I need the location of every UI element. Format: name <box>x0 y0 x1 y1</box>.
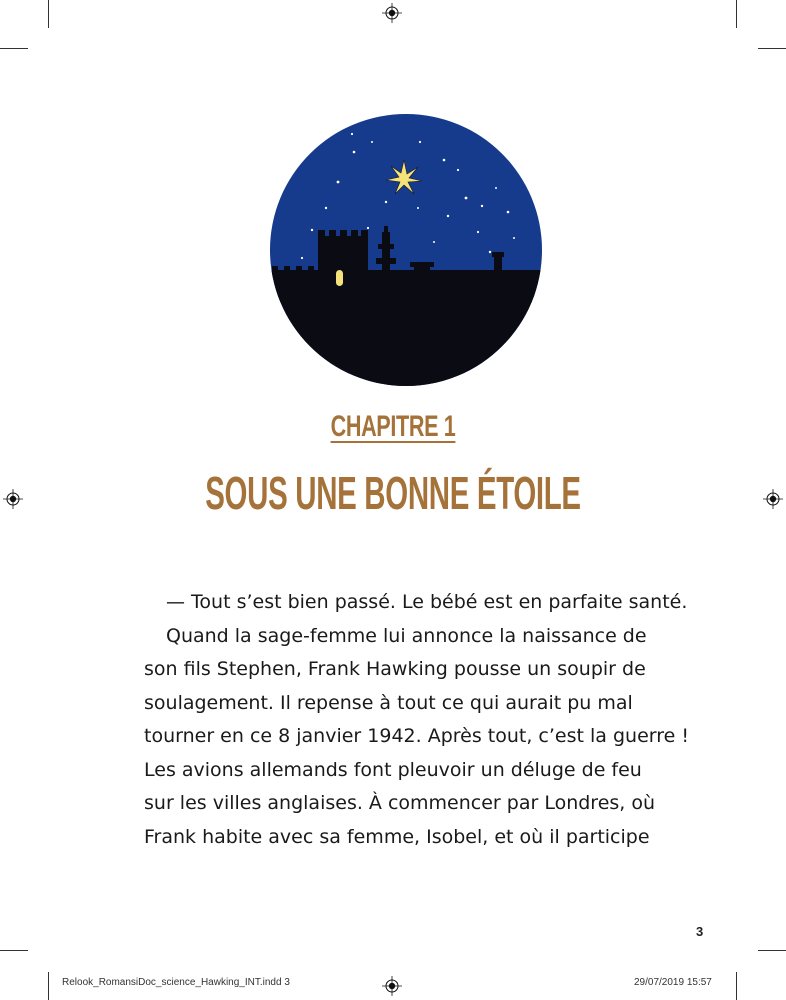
text-line: son fils Stephen, Frank Hawking pousse un soupir de <box>144 658 646 680</box>
crop-mark <box>0 950 28 951</box>
registration-mark-icon <box>763 489 783 509</box>
night-city-skyline-icon <box>268 112 544 388</box>
slug-file-name: Relook_RomansiDoc_science_Hawking_INT.indd 3 <box>62 977 290 988</box>
crop-mark <box>758 48 786 49</box>
text-line: sur les villes anglaises. À commencer par Londres, où <box>144 792 656 814</box>
slug-date: 29/07/2019 15:57 <box>634 977 712 988</box>
text-line: Frank habite avec sa femme, Isobel, et où il participe <box>144 825 650 848</box>
text-line: Les avions allemands font pleuvoir un déluge de feu <box>144 758 642 781</box>
chapter-label: CHAPITRE 1 <box>330 410 456 443</box>
text-line: — Tout s’est bien passé. Le bébé est en parfaite santé. <box>166 591 688 613</box>
chapter-body-text <box>144 586 704 854</box>
text-line: Quand la sage-femme lui annonce la naissance de <box>166 624 647 647</box>
crop-mark <box>758 950 786 951</box>
crop-mark <box>48 972 49 1000</box>
crop-mark <box>736 0 737 28</box>
text-line: soulagement. Il repense à tout ce qui aurait pu mal <box>144 691 633 714</box>
registration-mark-icon <box>3 489 23 509</box>
page-number: 3 <box>696 924 704 939</box>
crop-mark <box>0 48 28 49</box>
chapter-title: SOUS UNE BONNE ÉTOILE <box>205 467 581 519</box>
text-line: tourner en ce 8 janvier 1942. Après tout, c’est la guerre ! <box>144 725 689 747</box>
crop-mark <box>736 972 737 1000</box>
registration-mark-icon <box>382 3 402 23</box>
registration-mark-icon <box>382 976 402 996</box>
crop-mark <box>48 0 49 28</box>
